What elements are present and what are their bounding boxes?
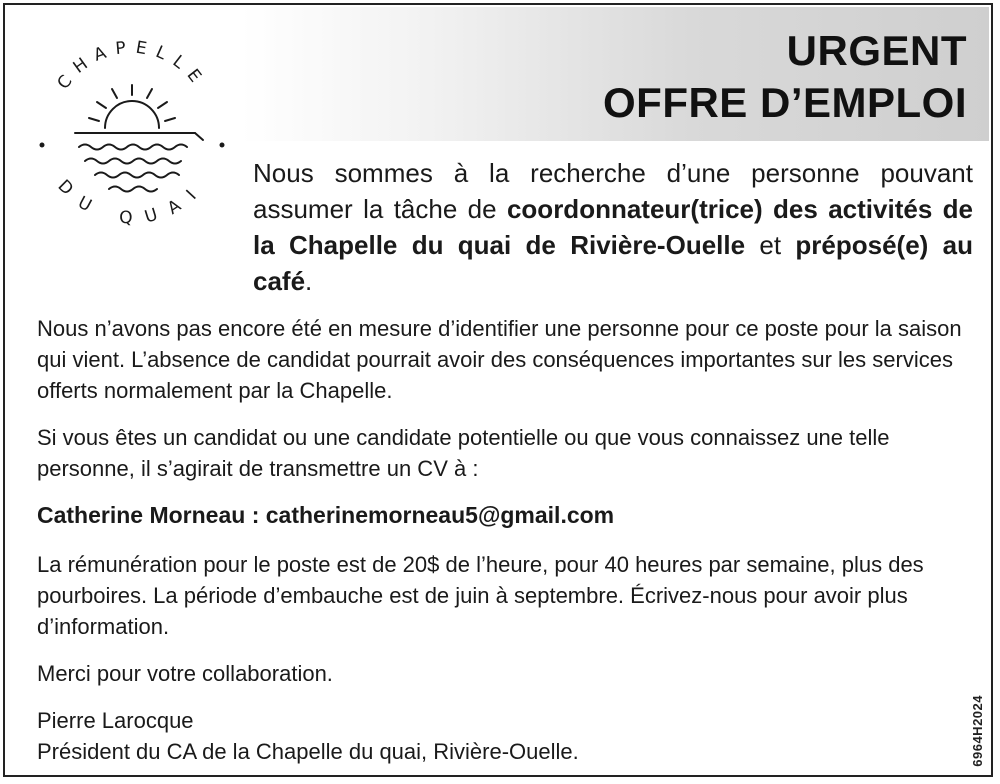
- logo-bottom-text: DU QUAI: [53, 176, 211, 229]
- intro-text-1: Nous sommes à la recherche d’une personne pouvant assumer la tâche de: [253, 158, 973, 224]
- intro-text-3: .: [305, 266, 313, 296]
- ad-code: 6964H2024: [970, 695, 985, 767]
- signature-title: Président du CA de la Chapelle du quai, Rivière-Ouelle.: [37, 739, 579, 764]
- svg-text:DU QUAI: [54, 176, 211, 228]
- contact-line: Catherine Morneau : catherinemorneau5@gmail.com: [37, 502, 615, 528]
- ad-title: [603, 25, 967, 129]
- paragraph-no-candidate: Nous n’avons pas encore été en mesure d’identifier une personne pour ce poste pour la saison qui vient. L’absence de candidat pourrait avoir des conséquences importantes sur les services offerts normalement par la Chapelle.: [37, 316, 962, 403]
- title-line-urgent: URGENT: [786, 27, 967, 74]
- intro-paragraph: [253, 155, 973, 299]
- intro-text-2: et: [745, 230, 796, 260]
- logo-top-text: CHAPELLE: [53, 37, 211, 94]
- intro-position-cafe: préposé(e) au café: [253, 230, 973, 296]
- title-line-offre: OFFRE D’EMPLOI: [603, 79, 967, 126]
- paragraph-remuneration: La rémunération pour le poste est de 20$ de l’heure, pour 40 heures par semaine, plus des pourboires. La période d’embauche est de juin à septembre. Écrivez-nous pour avoir plus d’information.: [37, 552, 924, 639]
- sun-icon: [89, 85, 175, 128]
- paragraph-send-cv: Si vous êtes un candidat ou une candidate potentielle ou que vous connaissez une telle personne, il s’agirait de transmettre un CV à :: [37, 425, 890, 481]
- ad-frame: [3, 3, 993, 777]
- paragraph-thanks: Merci pour votre collaboration.: [37, 661, 333, 686]
- intro-position-title: coordonnateur(trice) des activités de la Chapelle du quai de Rivière-Ouelle: [253, 194, 973, 260]
- signature-name: Pierre Larocque: [37, 708, 194, 733]
- chapelle-du-quai-logo: [27, 25, 237, 235]
- ad-body: [37, 313, 973, 767]
- waves-icon: [75, 133, 203, 192]
